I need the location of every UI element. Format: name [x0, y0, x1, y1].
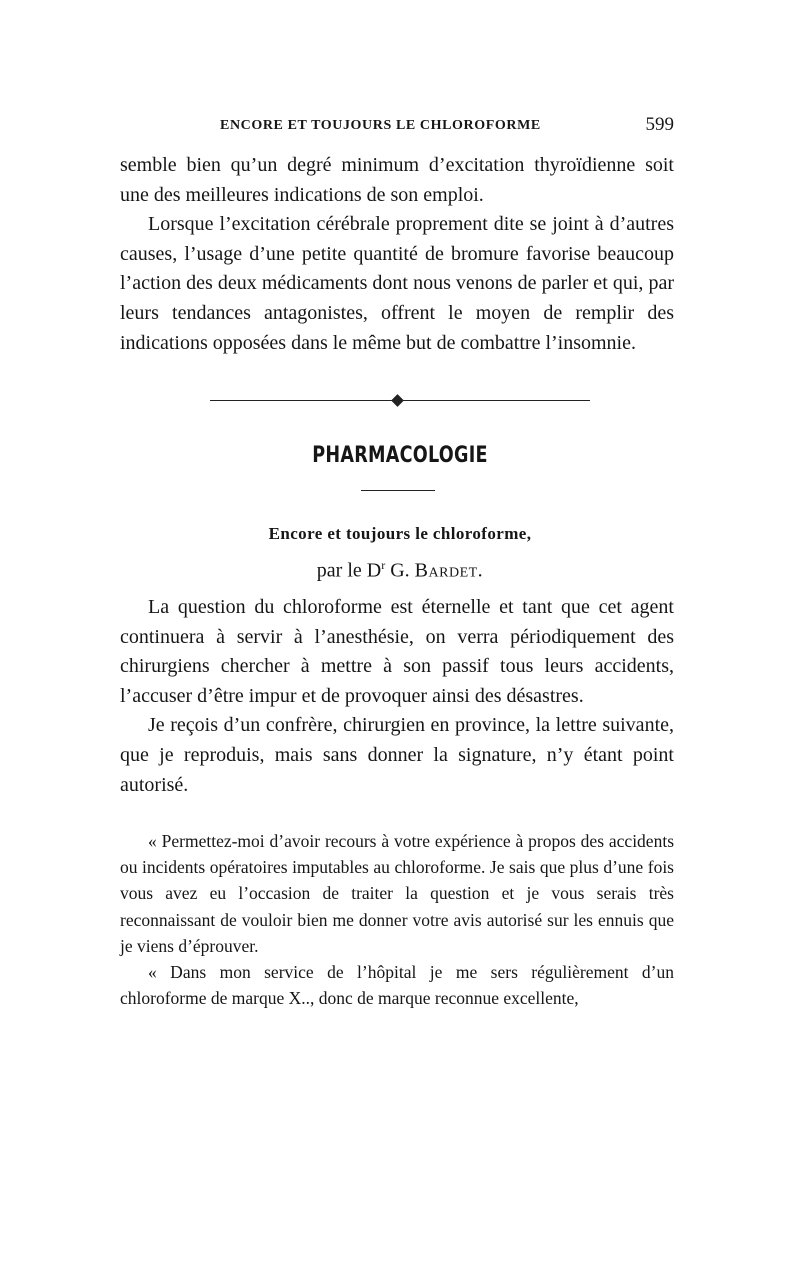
continuation-text	[120, 151, 674, 358]
section-heading: PHARMACOLOGIE	[312, 443, 488, 468]
running-title: ENCORE ET TOUJOURS LE CHLOROFORME	[220, 118, 541, 133]
byline-prefix: par le D	[316, 559, 382, 582]
paragraph: semble bien qu’un degré minimum d’excitation thyroïdienne soit une des meilleures indications de son emploi.	[120, 154, 674, 206]
section-divider	[210, 396, 590, 406]
quoted-letter	[120, 828, 674, 1011]
heading-rule	[361, 490, 435, 491]
byline-surname: Bardet.	[414, 559, 484, 582]
page-number: 599	[645, 114, 674, 135]
paragraph: La question du chloroforme est éternelle et tant que cet agent continuera à servir à l’anesthésie, on verra périodiquement des chirurgiens chercher à mettre à son passif tous leurs accidents, l’accuser d’être impur et de provoquer ainsi des désastres.	[120, 596, 674, 707]
divider-ornament	[391, 394, 404, 407]
article-title: Encore et toujours le chloroforme,	[268, 524, 532, 543]
byline-sup: r	[381, 558, 386, 572]
letter-paragraph: « Permettez-moi d’avoir recours à votre expérience à propos des accidents ou incidents opératoires imputables au chloroforme. Je sais que plus d’une fois vous avez eu l’occasion de traiter la question et je vous serais très reconnaissant de vouloir bien me donner votre avis autorisé sur les ennuis que je viens d’éprouver.	[120, 831, 674, 956]
paragraph: Lorsque l’excitation cérébrale proprement dite se joint à d’autres causes, l’usage d’une petite quantité de bromure favorise beaucoup l’action des deux médicaments dont nous venons de parler et qui, par leurs tendances antagonistes, offrent le moyen de remplir des indications opposées dans le même but de combattre l’insomnie.	[120, 213, 674, 354]
byline-initial: G.	[390, 559, 410, 582]
running-head	[120, 112, 680, 142]
paragraph: Je reçois d’un confrère, chirurgien en province, la lettre suivante, que je reproduis, mais sans donner la signature, n’y étant point autorisé.	[120, 714, 674, 796]
letter-paragraph: « Dans mon service de l’hôpital je me sers régulièrement d’un chloroforme de marque X.., donc de marque reconnue excellente,	[120, 962, 674, 1009]
article-body	[120, 593, 674, 800]
byline	[120, 558, 680, 583]
